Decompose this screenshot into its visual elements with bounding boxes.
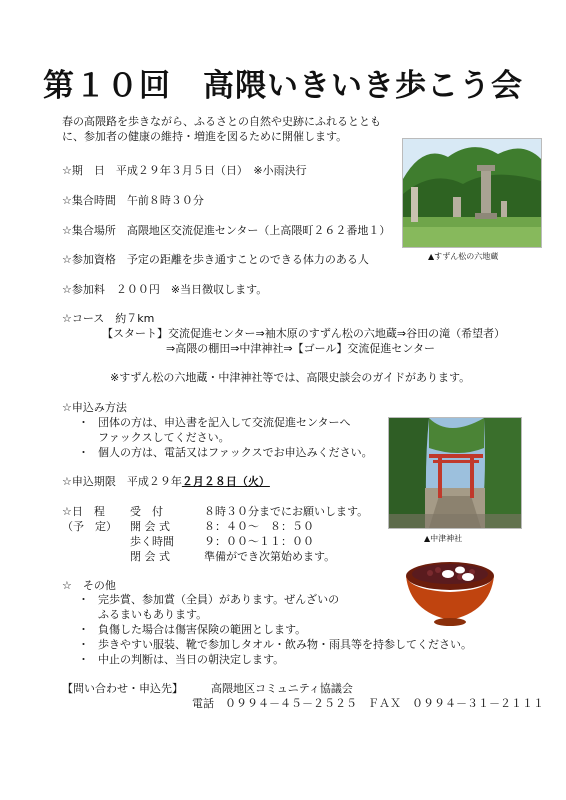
contact-label: 【問い合わせ・申込先】 <box>62 682 183 695</box>
meeting-time: ☆集合時間 午前８時３０分 <box>62 194 204 207</box>
participation-fee: ☆参加料 ２００円 ※当日徴収します。 <box>62 283 268 296</box>
list-item: ・ 個人の方は、電話又はファックスでお申込みください。 <box>78 446 373 459</box>
page-title: 第１０回 高隈いきいき歩こう会 <box>43 68 523 104</box>
intro-text: 春の高隈路を歩きながら、ふるさとの自然や史跡にふれるとともに、参加者の健康の維持・増進を図るために開催します。 <box>62 115 381 143</box>
course-line-2: ⇒高隈の棚田⇒中津神社⇒【ゴール】交流促進センター <box>166 342 435 355</box>
schedule-row: 歩く時間 ９：００～１１：００ <box>130 535 314 548</box>
apply-heading: ☆申込み方法 <box>62 401 127 414</box>
shrine-image <box>389 418 521 528</box>
schedule-row: （予 定） 開 会 式 ８：４０～ ８：５０ <box>62 520 314 533</box>
contact-phone: 電話 ０９９４－４５－２５２５ ＦＡＸ ０９９４－３１－２１１１ <box>192 697 544 710</box>
bullet: ・ <box>78 416 89 429</box>
schedule-row: 閉 会 式 準備ができ次第始めます。 <box>130 550 336 563</box>
guide-note: ※すずん松の六地蔵・中津神社等では、高隈史談会のガイドがあります。 <box>110 371 471 384</box>
event-date: ☆期 日 平成２９年３月５日（日） ※小雨決行 <box>62 164 307 177</box>
deadline-date: ２月２８日（火） <box>181 475 270 488</box>
eligibility: ☆参加資格 予定の距離を歩き通すことのできる体力のある人 <box>62 253 369 266</box>
list-item: ・ 歩きやすい服装、靴で参加しタオル・飲み物・雨具等を持参してください。 <box>78 638 472 651</box>
list-item: ・ 完歩賞、参加賞（全員）があります。ぜんざいの <box>78 593 340 606</box>
list-item-continuation: ファックスしてください。 <box>98 431 230 444</box>
course-heading: ☆コース 約７km <box>62 312 155 325</box>
shrine-photo <box>388 417 522 529</box>
meeting-place: ☆集合場所 高隈地区交流促進センター（上高隈町２６２番地１） <box>62 224 391 237</box>
zenzai-bowl-icon <box>402 550 498 628</box>
apply-list <box>78 415 373 460</box>
contact-org: 高隈地区コミュニティ協議会 <box>211 682 353 695</box>
other-heading: ☆ その他 <box>62 579 116 592</box>
list-item: ・ 中止の判断は、当日の朝決定します。 <box>78 653 285 666</box>
rokujizo-image <box>403 139 541 247</box>
deadline: ☆申込期限 平成２９年２月２８日（火） <box>62 475 270 488</box>
rokujizo-photo <box>402 138 542 248</box>
list-item: ・ 負傷した場合は傷害保険の範囲とします。 <box>78 623 307 636</box>
schedule-table <box>62 504 368 564</box>
photo-caption-shrine: ▲中津神社 <box>424 534 463 543</box>
bullet: ・ <box>78 446 89 459</box>
schedule-row: ☆日 程 受 付 ８時３０分までにお願いします。 <box>62 505 369 518</box>
contact-line <box>62 681 353 696</box>
photo-caption-rokujizo: ▲すずん松の六地蔵 <box>428 252 499 261</box>
list-item: ・ 団体の方は、申込書を記入して交流促進センターへ <box>78 416 351 429</box>
course-line-1: 【スタート】交流促進センター⇒袖木原のすずん松の六地蔵⇒谷田の滝（希望者） <box>102 327 506 340</box>
list-item-continuation: ふるまいもあります。 <box>98 608 208 621</box>
